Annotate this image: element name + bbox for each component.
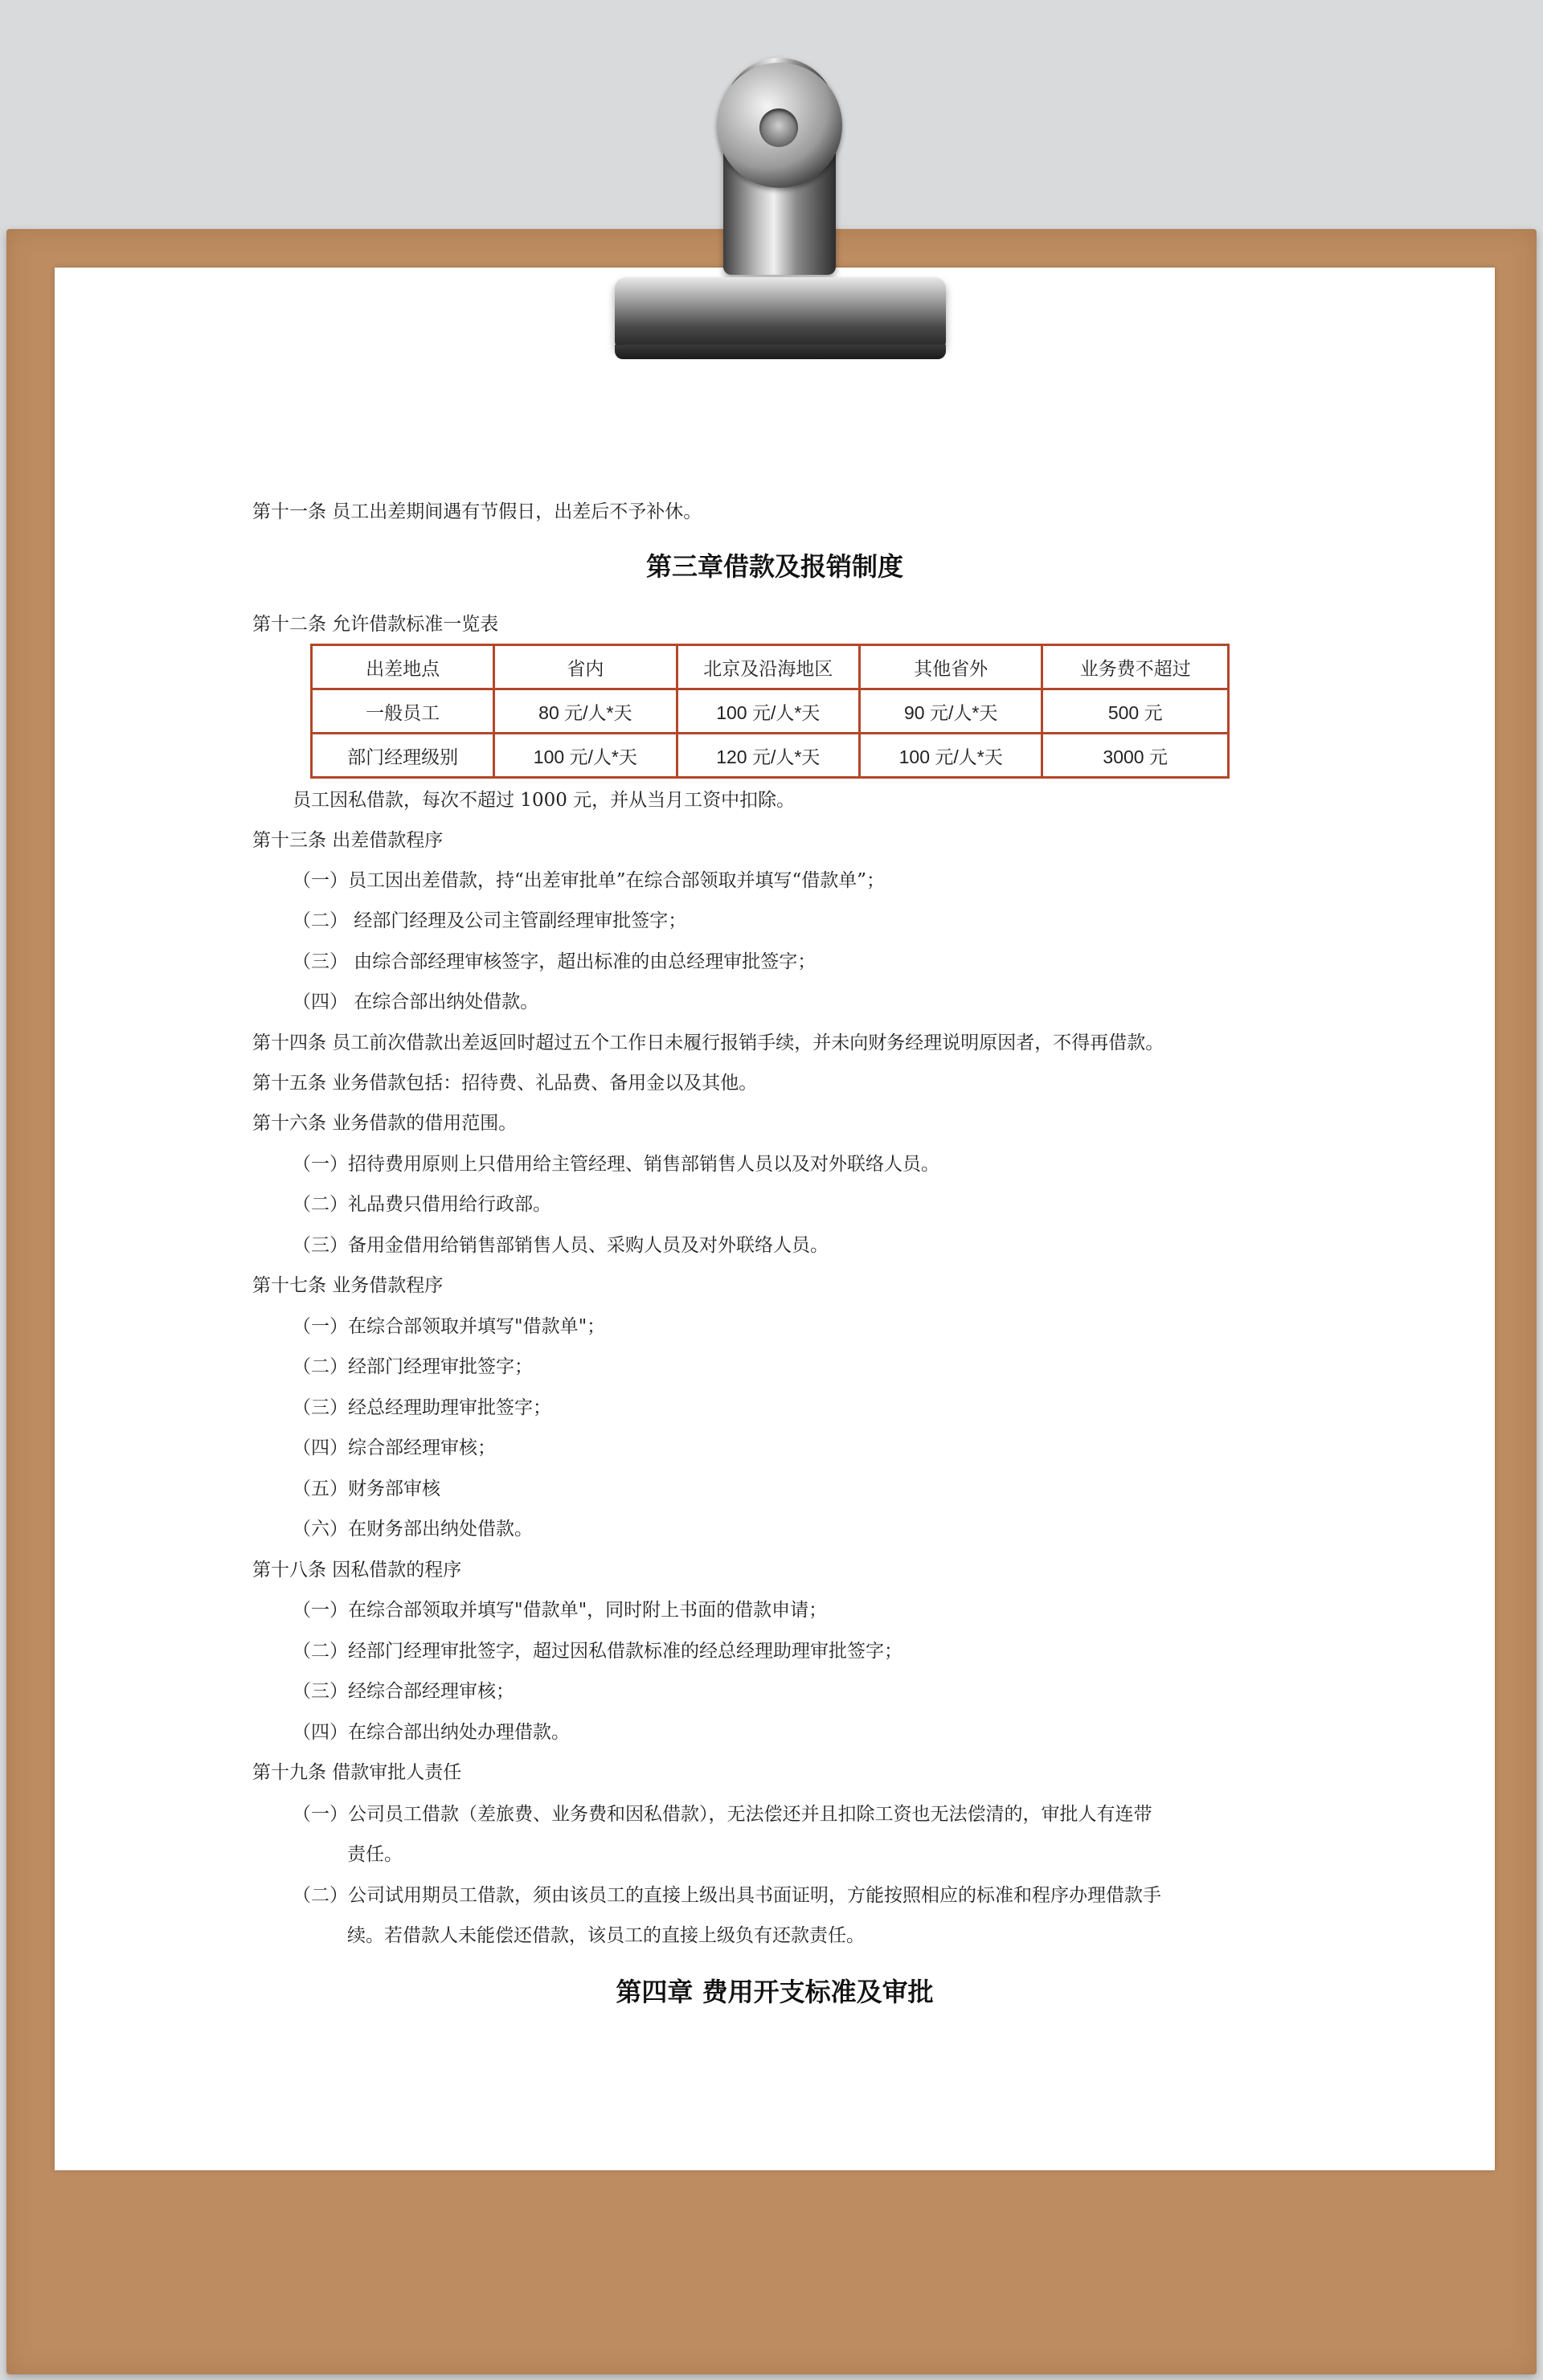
table-cell: 100 元/人*天 (677, 689, 859, 734)
list-item: （二）公司试用期员工借款，须由该员工的直接上级出具书面证明，方能按照相应的标准和程序办理借款手 (293, 1885, 1161, 1906)
table-header-cell: 出差地点 (312, 645, 494, 689)
list-item: （一）招待费用原则上只借用给主管经理、销售部销售人员以及对外联络人员。 (293, 1154, 939, 1175)
table-header-cell: 其他省外 (859, 645, 1042, 689)
list-item: （一）员工因出差借款，持“出差审批单”在综合部领取并填写“借款单”； (293, 870, 886, 891)
list-item: （二） 经部门经理及公司主管副经理审批签字； (293, 910, 687, 931)
binder-clip-hole (759, 108, 798, 147)
table-row (312, 734, 1229, 778)
table-cell: 一般员工 (312, 689, 494, 734)
private-loan-note: 员工因私借款，每次不超过 1000 元，并从当月工资中扣除。 (293, 790, 796, 811)
table-cell: 100 元/人*天 (494, 734, 677, 778)
list-item-continuation: 续。若借款人未能偿还借款，该员工的直接上级负有还款责任。 (347, 1925, 865, 1946)
list-item: （三）备用金借用给销售部销售人员、采购人员及对外联络人员。 (293, 1235, 829, 1256)
table-header-cell: 北京及沿海地区 (677, 645, 859, 689)
list-item: （五）财务部审核 (293, 1478, 440, 1499)
list-item: （二）经部门经理审批签字； (293, 1356, 533, 1377)
table-header-cell: 省内 (494, 645, 677, 689)
list-item: （四）综合部经理审核； (293, 1437, 496, 1458)
article-12-title: 第十二条 允许借款标准一览表 (252, 614, 499, 635)
table-header-cell: 业务费不超过 (1042, 645, 1229, 689)
table-cell: 80 元/人*天 (494, 689, 677, 734)
article-18-title: 第十八条 因私借款的程序 (252, 1560, 462, 1581)
table-cell: 3000 元 (1042, 734, 1229, 778)
table-cell: 90 元/人*天 (859, 689, 1042, 734)
loan-standard-table (310, 644, 1230, 779)
table-cell: 500 元 (1042, 689, 1229, 734)
list-item: （四） 在综合部出纳处借款。 (293, 992, 539, 1012)
chapter-4-title: 第四章 费用开支标准及审批 (616, 1977, 934, 2007)
list-item: （一）在综合部领取并填写"借款单"，同时附上书面的借款申请； (293, 1600, 828, 1621)
table-row (312, 689, 1229, 734)
list-item: （一）在综合部领取并填写"借款单"； (293, 1316, 606, 1337)
list-item: （三）经总经理助理审批签字； (293, 1397, 551, 1418)
chapter-3-title: 第三章借款及报销制度 (645, 551, 903, 582)
list-item: （三）经综合部经理审核； (293, 1681, 514, 1702)
article-11: 第十一条 员工出差期间遇有节假日，出差后不予补休。 (252, 501, 702, 522)
list-item: （六）在财务部出纳处借款。 (293, 1519, 533, 1540)
article-19-title: 第十九条 借款审批人责任 (252, 1762, 462, 1783)
list-item: （一）公司员工借款（差旅费、业务费和因私借款），无法偿还并且扣除工资也无法偿清的，审批人有连带 (293, 1804, 1152, 1825)
list-item: （二）经部门经理审批签字，超过因私借款标准的经总经理助理审批签字； (293, 1641, 902, 1662)
article-14: 第十四条 员工前次借款出差返回时超过五个工作日未履行报销手续，并未向财务经理说明原因者，不得再借款。 (252, 1033, 1164, 1053)
article-13-title: 第十三条 出差借款程序 (252, 830, 444, 851)
list-item-continuation: 责任。 (347, 1844, 403, 1865)
article-15: 第十五条 业务借款包括：招待费、礼品费、备用金以及其他。 (252, 1073, 758, 1094)
list-item: （四）在综合部出纳处办理借款。 (293, 1722, 570, 1743)
list-item: （二）礼品费只借用给行政部。 (293, 1194, 551, 1215)
table-cell: 100 元/人*天 (859, 734, 1042, 778)
article-16-title: 第十六条 业务借款的借用范围。 (252, 1113, 518, 1134)
table-cell: 120 元/人*天 (677, 734, 859, 778)
table-header-row (312, 645, 1229, 689)
article-17-title: 第十七条 业务借款程序 (252, 1275, 444, 1296)
binder-clip-jaw (615, 277, 946, 348)
table-cell: 部门经理级别 (312, 734, 494, 778)
list-item: （三） 由综合部经理审核签字，超出标准的由总经理审批签字； (293, 951, 817, 972)
